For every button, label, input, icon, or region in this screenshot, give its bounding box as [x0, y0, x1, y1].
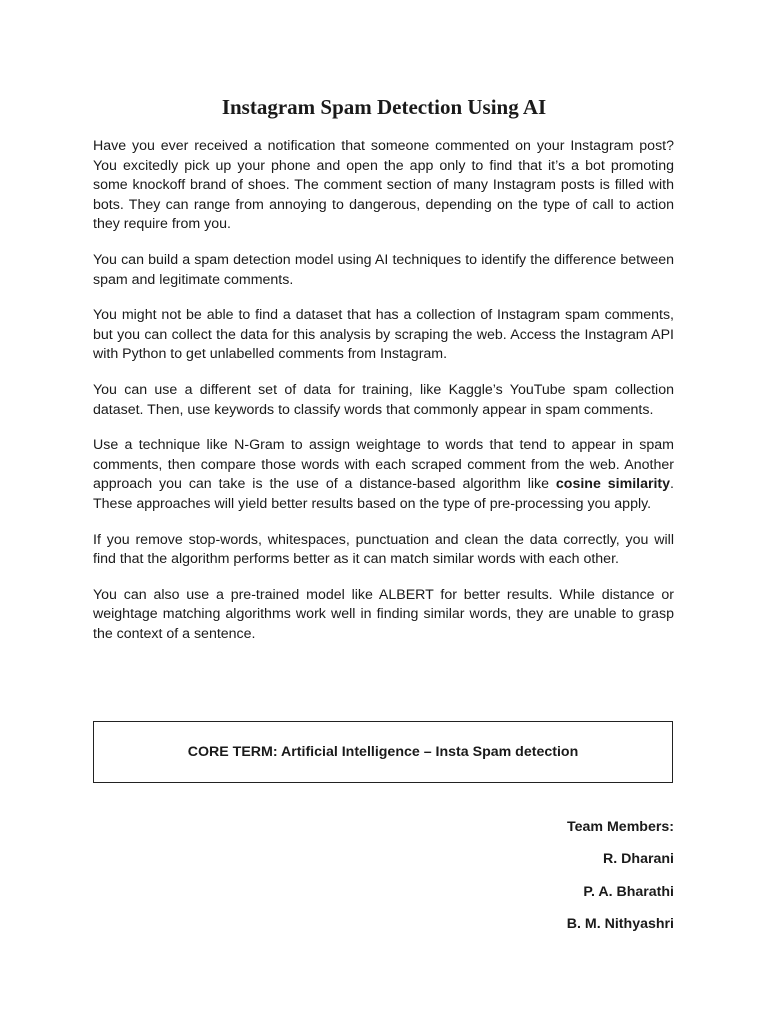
team-member: B. M. Nithyashri: [566, 915, 674, 932]
paragraph-3: [93, 306, 674, 365]
paragraph-7: [93, 586, 674, 645]
team-members: [567, 817, 674, 946]
paragraph-text: You can build a spam detection model using AI techniques to identify the difference between spam and legitimate comments.: [93, 251, 674, 288]
core-term-text: CORE TERM: Artificial Intelligence – Insta Spam detection: [187, 744, 579, 760]
paragraph-6: [93, 531, 674, 570]
team-member: P. A. Bharathi: [583, 883, 674, 900]
bold-term: cosine similarity: [555, 476, 671, 493]
paragraph-text: You can also use a pre-trained model like ALBERT for better results. While distance or weightage matching algorithms work well in finding similar words, they are unable to grasp the context of a sentence.: [93, 586, 674, 642]
paragraph-text: If you remove stop-words, whitespaces, punctuation and clean the data correctly, you will find that the algorithm performs better as it can match similar words with each other.: [93, 531, 674, 568]
paragraph-2: [93, 251, 674, 290]
paragraph-text: You might not be able to find a dataset that has a collection of Instagram spam comments, but you can collect the data for this analysis by scraping the web. Access the Instagram API with Python to get unlabelled comments from Instagram.: [93, 307, 674, 363]
document-title: Instagram Spam Detection Using AI: [221, 95, 547, 119]
paragraph-text: . These approaches will yield better results based on the type of pre-processing you apply.: [93, 476, 674, 512]
team-heading: Team Members:: [567, 819, 674, 835]
paragraph-text: You can use a different set of data for training, like Kaggle’s YouTube spam collection dataset. Then, use keywords to classify words that commonly appear in spam comments.: [93, 381, 674, 418]
paragraph-text: Have you ever received a notification that someone commented on your Instagram post? You excitedly pick up your phone and open the app only to find that it’s a bot promoting some knockoff brand of shoes. The comment section of many Instagram posts is filled with bots. They can range from annoying to dangerous, depending on the type of call to action they require from you.: [93, 138, 674, 233]
paragraph-text: Use a technique like N-Gram to assign weightage to words that tend to appear in spam comments, then compare those words with each scraped comment from the web. Another approach you can take is the use of a distance-based algorithm like: [93, 437, 674, 493]
paragraph-1: [93, 137, 674, 235]
document-body: [93, 137, 674, 660]
core-term-box: [93, 721, 673, 783]
team-member: R. Dharani: [603, 851, 674, 868]
paragraph-5: [93, 436, 674, 514]
paragraph-4: [93, 381, 674, 420]
